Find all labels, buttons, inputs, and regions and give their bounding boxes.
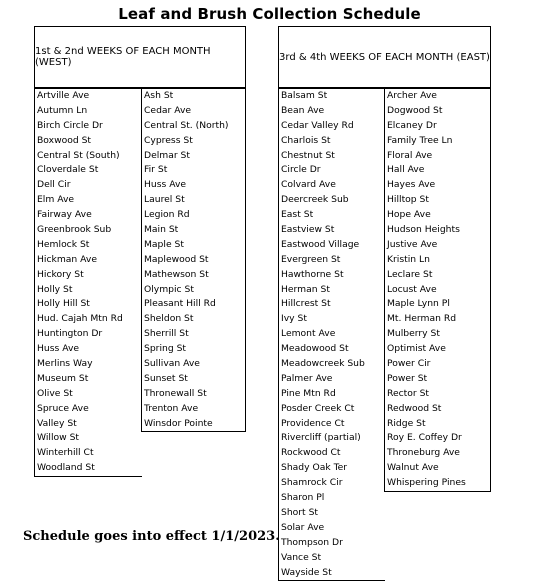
street-name: Sunset St — [144, 372, 188, 384]
street-name: Hud. Cajah Mtn Rd — [37, 313, 123, 325]
street-name: Fairway Ave — [37, 209, 92, 221]
street-name: Ash St — [144, 90, 174, 101]
street-name: Bean Ave — [281, 104, 325, 116]
street-name: Holly Hill St — [37, 298, 90, 310]
street-name: Huntington Dr — [37, 328, 103, 340]
street-name: Leclare St — [387, 268, 433, 280]
street-name: Locust Ave — [387, 283, 437, 295]
street-name: Woodland St — [37, 462, 95, 474]
street-name: Hawthorne St — [281, 268, 344, 280]
street-name: Sheldon St — [144, 313, 194, 325]
street-name: Maple Lynn Pl — [387, 298, 450, 310]
street-name: Ivy St — [281, 313, 307, 325]
street-name: Rockwood Ct — [281, 447, 341, 459]
street-name: Wayside St — [281, 566, 332, 578]
street-name: Cloverdale St — [37, 164, 99, 176]
street-name: Hall Ave — [387, 164, 425, 176]
street-name: Solar Ave — [281, 521, 325, 533]
street-name: Hayes Ave — [387, 179, 436, 191]
street-name: Archer Ave — [387, 90, 437, 101]
street-name: Laurel St — [144, 194, 185, 206]
street-name: Posder Creek Ct — [281, 402, 355, 414]
street-name: Family Tree Ln — [387, 134, 453, 146]
street-name: Cypress St — [144, 134, 193, 146]
street-name: Mt. Herman Rd — [387, 313, 457, 325]
street-name: Palmer Ave — [281, 372, 333, 384]
street-name: Meadowood St — [281, 343, 349, 355]
street-name: Charlois St — [281, 134, 331, 146]
effective-date-note: Schedule goes into effect 1/1/2023. — [23, 529, 280, 544]
street-name: Short St — [281, 506, 319, 518]
street-name: Balsam St — [281, 90, 328, 101]
street-name: Evergreen St — [281, 253, 341, 265]
street-name: Hudson Heights — [387, 224, 460, 236]
street-name: Olympic St — [144, 283, 194, 295]
street-name: Delmar St — [144, 149, 190, 161]
street-name: Vance St — [281, 551, 322, 563]
street-name: Eastwood Village — [281, 238, 360, 250]
street-name: Museum St — [37, 372, 89, 384]
street-name: Valley St — [37, 417, 77, 429]
street-name: Circle Dr — [281, 164, 321, 176]
street-name: Maplewood St — [144, 253, 209, 265]
street-name: Hilltop St — [387, 194, 429, 206]
street-name: Redwood St — [387, 402, 442, 414]
street-name: Central St (South) — [37, 149, 120, 161]
street-name: Providence Ct — [281, 417, 345, 429]
west-header: 1st & 2nd WEEKS OF EACH MONTH (WEST) — [34, 26, 246, 88]
street-name: Power St — [387, 372, 428, 384]
street-name: Hope Ave — [387, 209, 431, 221]
street-name: Cedar Ave — [144, 104, 192, 116]
street-name: Sharon Pl — [281, 492, 325, 504]
street-name: Mulberry St — [387, 328, 440, 340]
street-name: Lemont Ave — [281, 328, 336, 340]
street-name: Trenton Ave — [144, 402, 199, 414]
street-name: Fir St — [144, 164, 168, 176]
street-name: Willow St — [37, 432, 80, 444]
street-name: Ridge St — [387, 417, 426, 429]
street-name: Shamrock Cir — [281, 477, 343, 489]
street-name: Dell Cir — [37, 179, 71, 191]
street-name: Cedar Valley Rd — [281, 119, 354, 131]
street-name: Colvard Ave — [281, 179, 336, 191]
street-name: Deercreek Sub — [281, 194, 349, 206]
street-name: Elm Ave — [37, 194, 75, 206]
street-name: Boxwood St — [37, 134, 92, 146]
street-name: Roy E. Coffey Dr — [387, 432, 462, 444]
street-name: Spruce Ave — [37, 402, 89, 414]
street-name: Rector St — [387, 387, 430, 399]
street-name: Hillcrest St — [281, 298, 331, 310]
street-name: Hickman Ave — [37, 253, 97, 265]
east-column-1 — [278, 88, 385, 581]
street-name: Whispering Pines — [387, 477, 466, 489]
street-name: Thronewall St — [144, 387, 207, 399]
street-name: Mathewson St — [144, 268, 209, 280]
street-name: Herman St — [281, 283, 330, 295]
street-name: Pine Mtn Rd — [281, 387, 336, 399]
street-name: Elcaney Dr — [387, 119, 437, 131]
street-name: Spring St — [144, 343, 187, 355]
page-title: Leaf and Brush Collection Schedule — [118, 5, 421, 23]
street-name: Dogwood St — [387, 104, 443, 116]
east-column-2 — [384, 88, 491, 492]
street-name: Greenbrook Sub — [37, 224, 112, 236]
street-name: East St — [281, 209, 314, 221]
street-name: Sherrill St — [144, 328, 189, 340]
street-name: Eastview St — [281, 224, 335, 236]
street-name: Kristin Ln — [387, 253, 430, 265]
street-name: Merlins Way — [37, 358, 93, 370]
street-name: Power Cir — [387, 358, 431, 370]
street-name: Optimist Ave — [387, 343, 446, 355]
street-name: Holly St — [37, 283, 73, 295]
street-name: Pleasant Hill Rd — [144, 298, 216, 310]
street-name: Walnut Ave — [387, 462, 439, 474]
street-name: Main St — [144, 224, 179, 236]
street-name: Hickory St — [37, 268, 84, 280]
street-name: Hemlock St — [37, 238, 90, 250]
street-name: Winterhill Ct — [37, 447, 94, 459]
street-name: Meadowcreek Sub — [281, 358, 365, 370]
street-name: Maple St — [144, 238, 184, 250]
west-column-1 — [34, 88, 142, 477]
street-name: Shady Oak Ter — [281, 462, 348, 474]
street-name: Huss Ave — [144, 179, 187, 191]
street-name: Winsdor Pointe — [144, 417, 213, 429]
street-name: Throneburg Ave — [387, 447, 460, 459]
street-name: Huss Ave — [37, 343, 80, 355]
street-name: Olive St — [37, 387, 73, 399]
street-name: Chestnut St — [281, 149, 335, 161]
street-name: Sullivan Ave — [144, 358, 200, 370]
street-name: Autumn Ln — [37, 104, 88, 116]
west-column-2 — [141, 88, 246, 432]
street-name: Floral Ave — [387, 149, 433, 161]
street-name: Artville Ave — [37, 90, 90, 101]
street-name: Justive Ave — [387, 238, 438, 250]
street-name: Birch Circle Dr — [37, 119, 103, 131]
street-name: Legion Rd — [144, 209, 190, 221]
street-name: Rivercliff (partial) — [281, 432, 361, 444]
street-name: Thompson Dr — [281, 536, 343, 548]
east-header: 3rd & 4th WEEKS OF EACH MONTH (EAST) — [278, 26, 491, 88]
street-name: Central St. (North) — [144, 119, 229, 131]
